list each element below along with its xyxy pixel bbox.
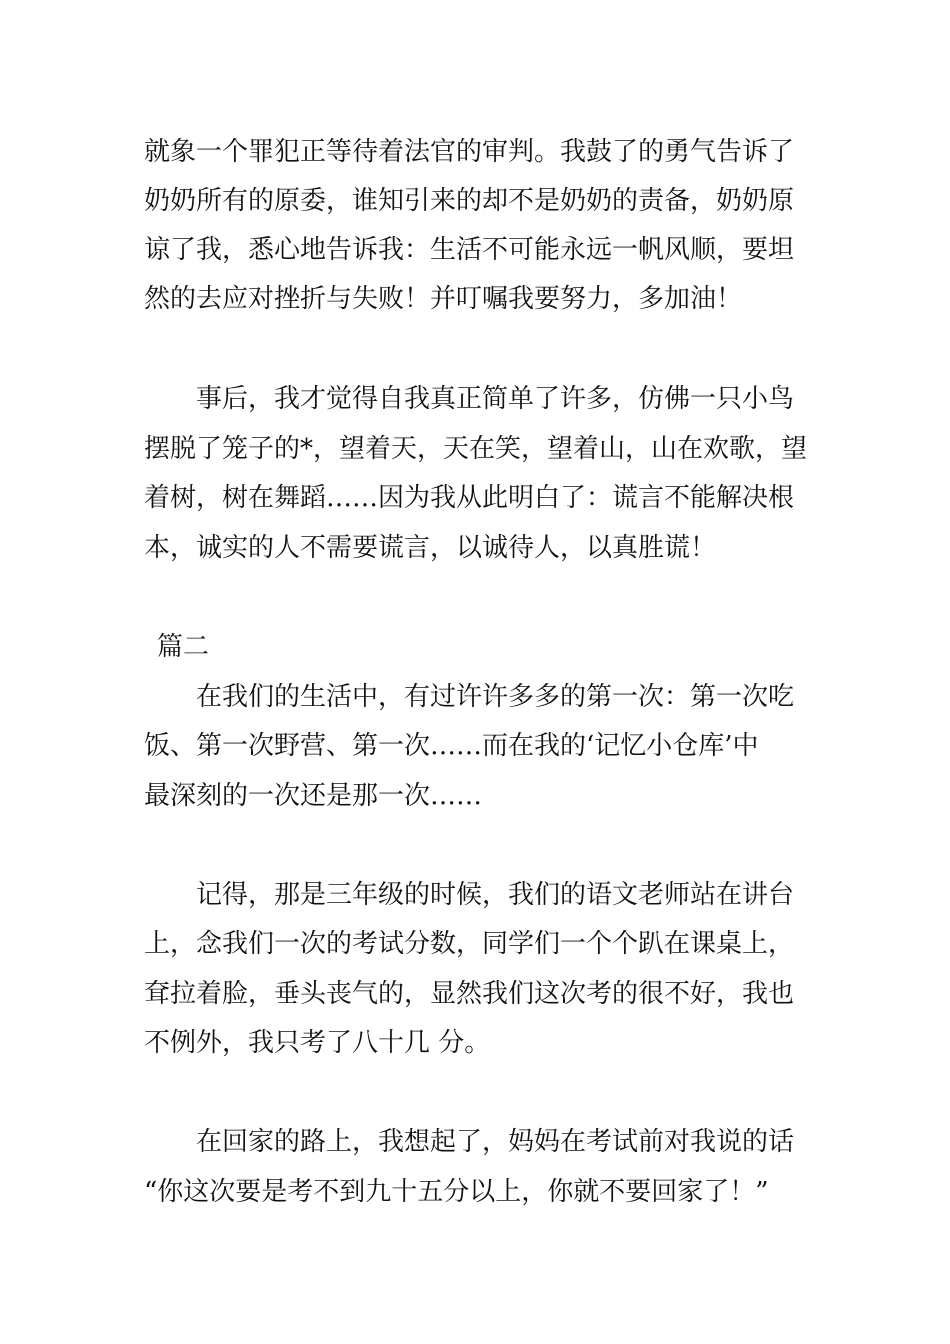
text-line: 不例外，我只考了八十几 分。 [144, 1028, 491, 1058]
text-line: 本，诚实的人不需要谎言，以诚待人，以真胜谎！ [144, 533, 717, 563]
text-line: 就象一个罪犯正等待着法官的审判。我鼓了的勇气告诉了 [144, 137, 795, 167]
text-line: 记得，那是三年级的时候，我们的语文老师站在讲台 [144, 880, 795, 910]
text-line: 最深刻的一次还是那一次…… [144, 781, 483, 811]
text-line: 谅了我，悉心地告诉我：生活不可能永远一帆风顺，要坦 [144, 235, 795, 265]
text-line: 饭、第一次野营、第一次……而在我的‘记忆小仓库’中 [144, 731, 759, 761]
text-line: 然的去应对挫折与失败！并叮嘱我要努力，多加油！ [144, 284, 743, 314]
text-line: 着树，树在舞蹈……因为我从此明白了：谎言不能解决根 [144, 483, 795, 513]
text-line: “你这次要是考不到九十五分以上，你就不要回家了！” [144, 1177, 769, 1207]
text-line: 上，念我们一次的考试分数，同学们一个个趴在课桌上， [144, 929, 795, 959]
text-line: 摆脱了笼子的*，望着天，天在笑，望着山，山在欢歌，望 [144, 434, 808, 464]
text-line: 奶奶所有的原委，谁知引来的却不是奶奶的责备，奶奶原 [144, 186, 795, 216]
text-line: 耷拉着脸，垂头丧气的，显然我们这次考的很不好，我也 [144, 979, 795, 1009]
section-heading: 篇二 [157, 632, 210, 662]
text-line: 在回家的路上，我想起了，妈妈在考试前对我说的话 [144, 1127, 795, 1157]
text-line: 事后，我才觉得自我真正简单了许多，仿佛一只小鸟 [144, 384, 795, 414]
text-line: 在我们的生活中，有过许许多多的第一次：第一次吃 [144, 682, 795, 712]
